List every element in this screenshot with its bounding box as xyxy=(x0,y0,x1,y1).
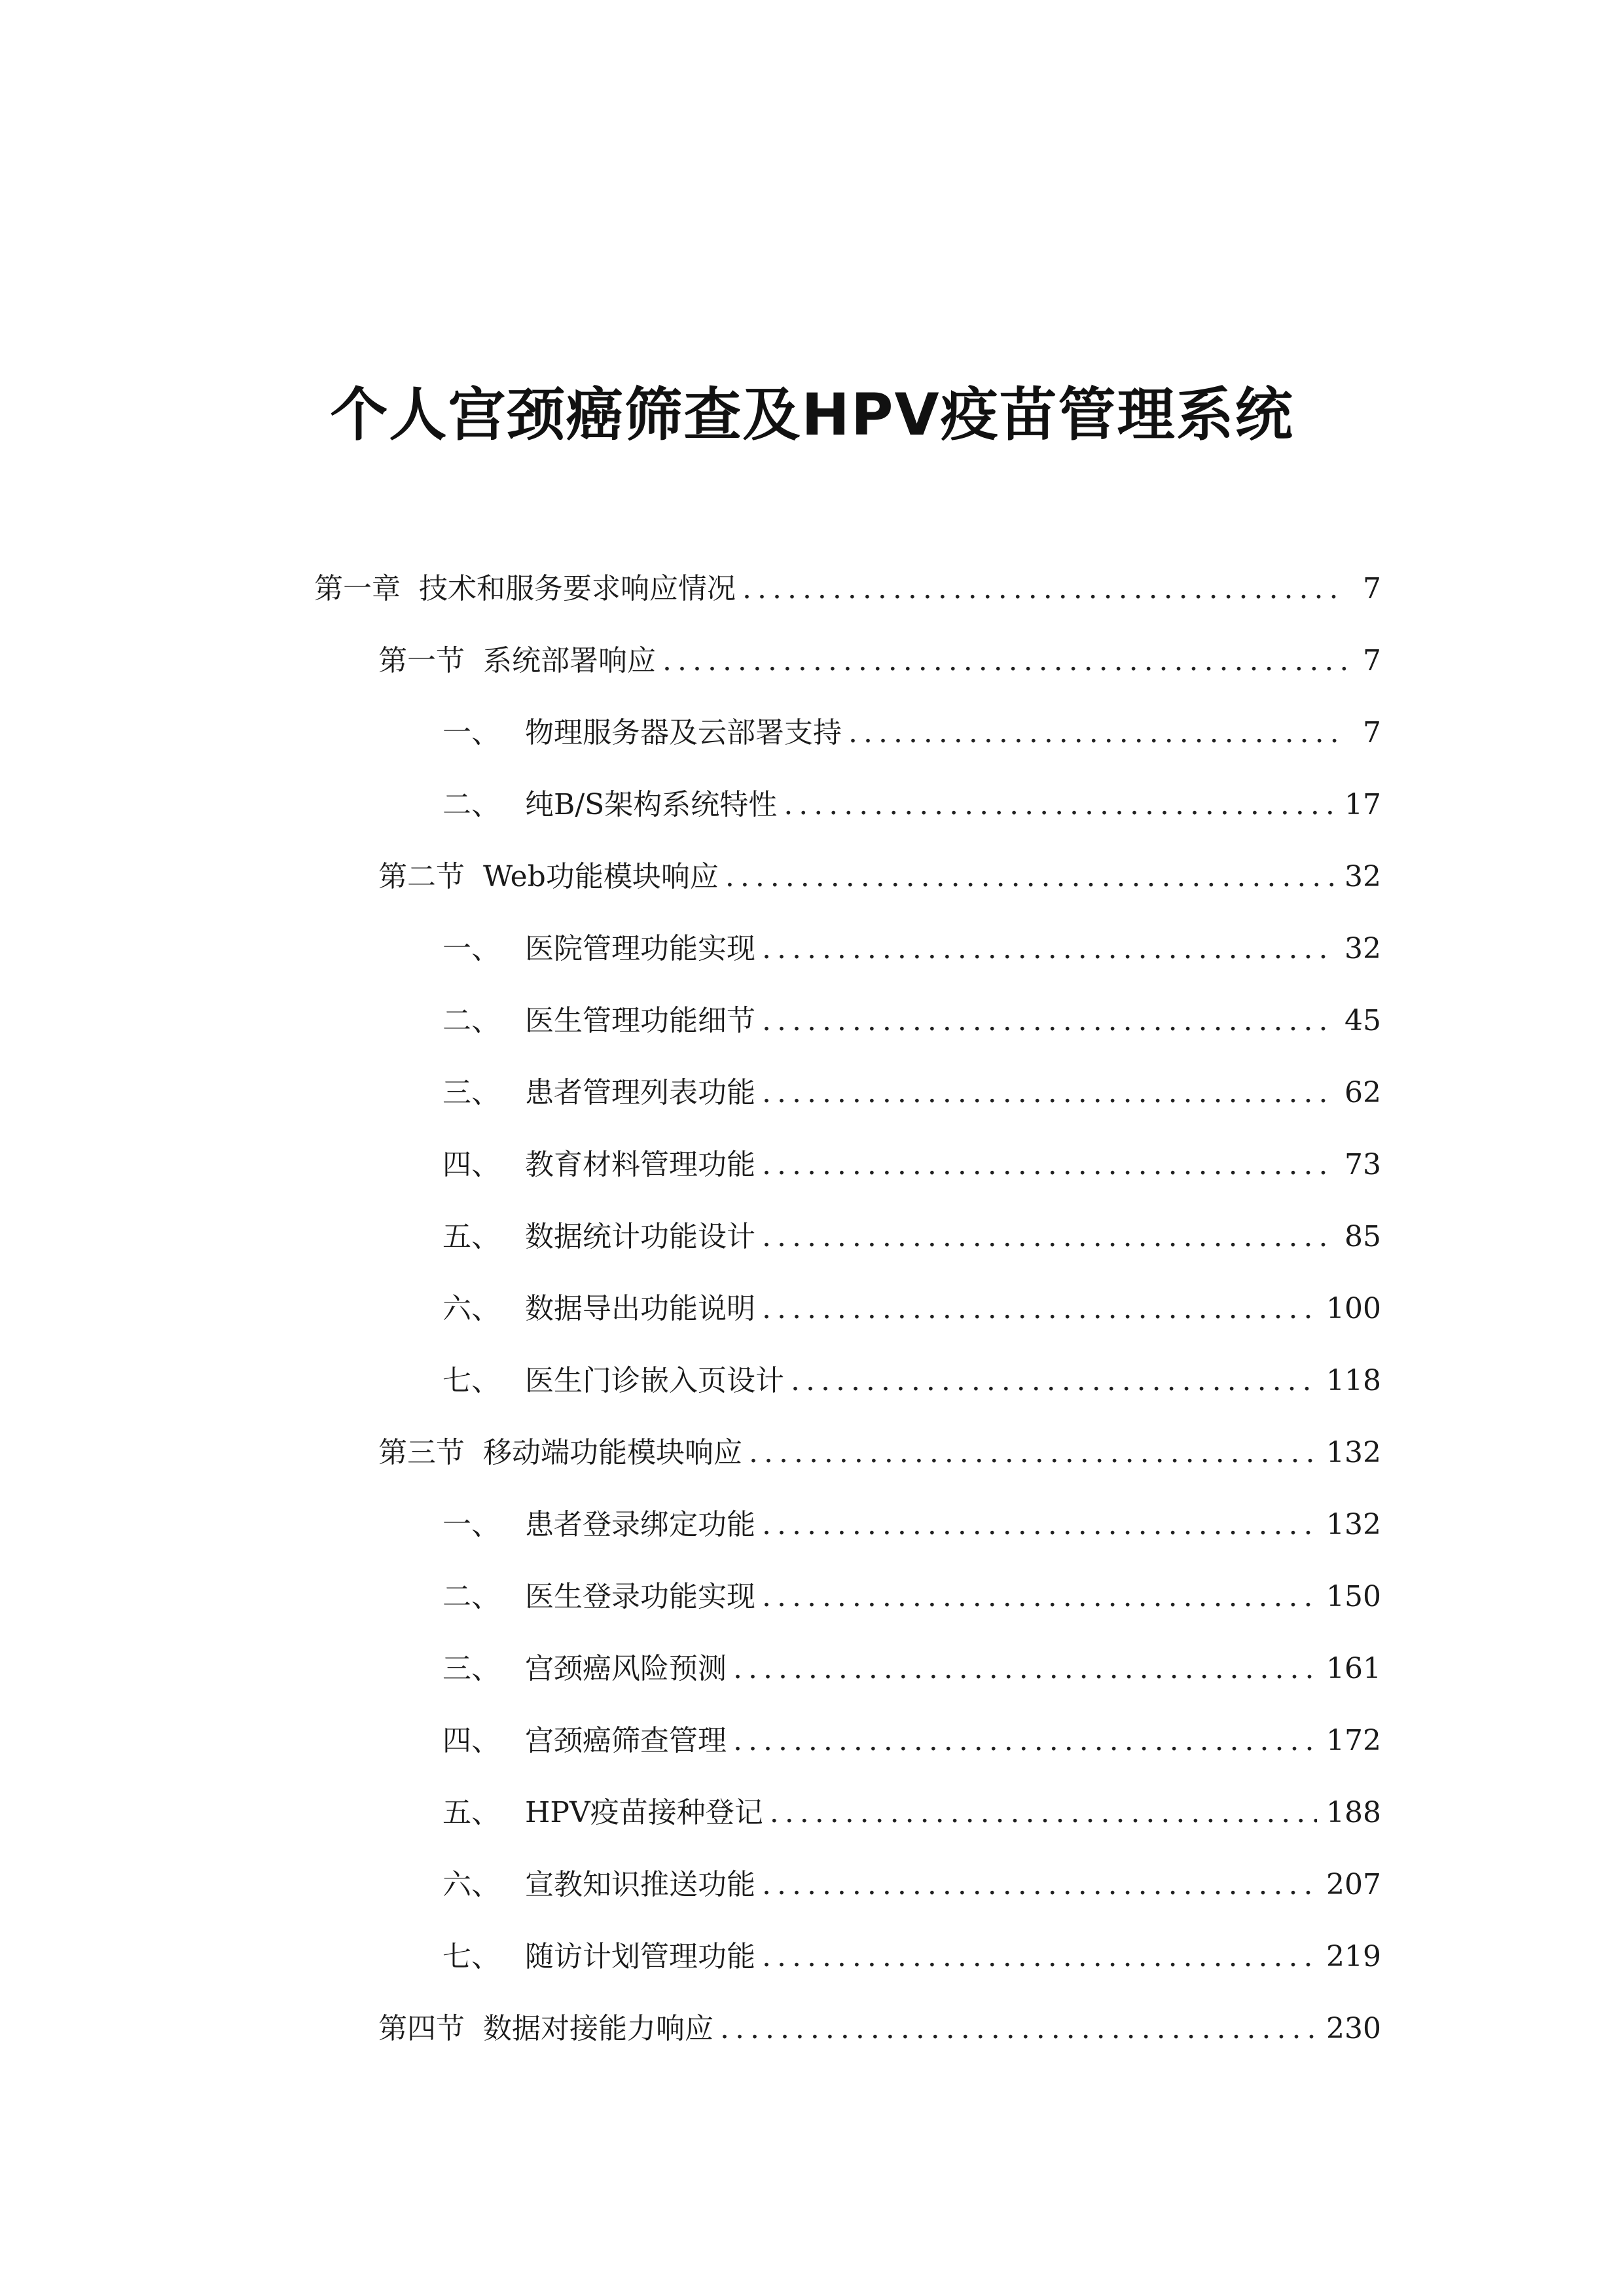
toc-entry-label: 教育材料管理功能 xyxy=(525,1148,755,1181)
toc-page-number: 219 xyxy=(1326,1940,1381,1973)
toc-entry[interactable] xyxy=(0,1417,1381,1489)
document-title: 个人宫颈癌筛查及HPV疫苗管理系统 xyxy=(330,380,1294,448)
toc-page-number: 207 xyxy=(1326,1868,1381,1901)
toc-page-number: 17 xyxy=(1344,788,1381,821)
toc-entry-label: Web功能模块响应 xyxy=(483,860,719,893)
toc-entry[interactable] xyxy=(0,1705,1381,1777)
toc-entry-label: 纯B/S架构系统特性 xyxy=(525,788,778,821)
toc-dot-leader xyxy=(762,1921,1317,1993)
toc-dot-leader xyxy=(749,1417,1317,1489)
toc-entry-label: 患者管理列表功能 xyxy=(525,1076,755,1109)
toc-entry[interactable] xyxy=(0,1633,1381,1705)
toc-entry-number: 一、 xyxy=(442,1508,500,1541)
toc-entry[interactable] xyxy=(0,1489,1381,1561)
toc-dot-leader xyxy=(762,985,1335,1057)
toc-page-number: 7 xyxy=(1363,644,1381,677)
toc-page-number: 7 xyxy=(1363,716,1381,749)
toc-dot-leader xyxy=(762,1057,1335,1129)
toc-dot-leader xyxy=(791,1345,1317,1417)
toc-page-number: 85 xyxy=(1344,1220,1381,1253)
toc-entry[interactable] xyxy=(0,1345,1381,1417)
toc-page-number: 7 xyxy=(1363,572,1381,605)
toc-entry[interactable] xyxy=(0,553,1381,625)
toc-entry[interactable] xyxy=(0,1993,1381,2065)
toc-page-number: 132 xyxy=(1326,1436,1381,1469)
toc-entry-label: 宫颈癌风险预测 xyxy=(525,1652,727,1685)
toc-entry[interactable] xyxy=(0,1921,1381,1993)
toc-page-number: 62 xyxy=(1344,1076,1381,1109)
toc-dot-leader xyxy=(762,1273,1317,1345)
toc-dot-leader xyxy=(662,625,1346,697)
toc-dot-leader xyxy=(762,1849,1317,1921)
toc-entry[interactable] xyxy=(0,1057,1381,1129)
toc-entry[interactable] xyxy=(0,1273,1381,1345)
toc-entry[interactable] xyxy=(0,769,1381,841)
toc-entry-number: 第二节 xyxy=(378,860,465,893)
toc-entry-label: 数据统计功能设计 xyxy=(525,1220,755,1253)
toc-dot-leader xyxy=(733,1633,1317,1705)
toc-entry-label: 数据导出功能说明 xyxy=(525,1292,755,1325)
toc-entry-label: 数据对接能力响应 xyxy=(483,2012,713,2045)
toc-entry[interactable] xyxy=(0,1849,1381,1921)
toc-entry-label: 医院管理功能实现 xyxy=(525,932,755,965)
toc-entry-label: 技术和服务要求响应情况 xyxy=(419,572,736,605)
toc-entry-label: HPV疫苗接种登记 xyxy=(525,1796,763,1829)
toc-entry-number: 二、 xyxy=(442,1004,500,1037)
toc-entry[interactable] xyxy=(0,985,1381,1057)
toc-entry-number: 四、 xyxy=(442,1148,500,1181)
toc-entry[interactable] xyxy=(0,841,1381,913)
toc-entry-number: 第三节 xyxy=(378,1436,465,1469)
toc-entry-number: 一、 xyxy=(442,932,500,965)
toc-entry-number: 二、 xyxy=(442,1580,500,1613)
toc-dot-leader xyxy=(762,1129,1335,1201)
toc-page-number: 118 xyxy=(1326,1364,1381,1397)
toc-page-number: 73 xyxy=(1344,1148,1381,1181)
toc-entry-label: 医生登录功能实现 xyxy=(525,1580,755,1613)
toc-dot-leader xyxy=(720,1993,1317,2065)
table-of-contents xyxy=(0,553,1624,2065)
toc-entry-label: 医生管理功能细节 xyxy=(525,1004,755,1037)
toc-entry[interactable] xyxy=(0,1777,1381,1849)
toc-entry-label: 随访计划管理功能 xyxy=(525,1940,755,1973)
toc-entry-number: 一、 xyxy=(442,716,500,749)
toc-entry-number: 七、 xyxy=(442,1940,500,1973)
toc-entry[interactable] xyxy=(0,697,1381,769)
toc-entry[interactable] xyxy=(0,1129,1381,1201)
toc-entry-number: 第一节 xyxy=(378,644,465,677)
toc-entry[interactable] xyxy=(0,1201,1381,1273)
toc-entry-label: 医生门诊嵌入页设计 xyxy=(525,1364,784,1397)
toc-entry-number: 六、 xyxy=(442,1292,500,1325)
toc-entry-number: 五、 xyxy=(442,1796,500,1829)
toc-entry-number: 七、 xyxy=(442,1364,500,1397)
toc-dot-leader xyxy=(762,1201,1335,1273)
toc-page-number: 161 xyxy=(1326,1652,1381,1685)
toc-dot-leader xyxy=(733,1705,1317,1777)
toc-page-number: 45 xyxy=(1344,1004,1381,1037)
toc-entry-label: 患者登录绑定功能 xyxy=(525,1508,755,1541)
toc-dot-leader xyxy=(784,769,1335,841)
toc-dot-leader xyxy=(848,697,1346,769)
toc-entry-label: 宣教知识推送功能 xyxy=(525,1868,755,1901)
toc-dot-leader xyxy=(762,1489,1317,1561)
toc-entry-label: 物理服务器及云部署支持 xyxy=(525,716,842,749)
toc-entry-number: 三、 xyxy=(442,1652,500,1685)
toc-entry-number: 六、 xyxy=(442,1868,500,1901)
toc-entry[interactable] xyxy=(0,913,1381,985)
toc-entry-number: 第四节 xyxy=(378,2012,465,2045)
toc-entry-number: 第一章 xyxy=(314,572,401,605)
toc-entry[interactable] xyxy=(0,625,1381,697)
toc-page-number: 132 xyxy=(1326,1508,1381,1541)
toc-page-number: 32 xyxy=(1344,932,1381,965)
toc-page-number: 150 xyxy=(1326,1580,1381,1613)
toc-entry-label: 宫颈癌筛查管理 xyxy=(525,1724,727,1757)
toc-dot-leader xyxy=(770,1777,1317,1849)
toc-entry-number: 三、 xyxy=(442,1076,500,1109)
toc-entry-label: 系统部署响应 xyxy=(483,644,656,677)
toc-dot-leader xyxy=(725,841,1335,913)
toc-dot-leader xyxy=(742,553,1346,625)
toc-entry-number: 二、 xyxy=(442,788,500,821)
toc-entry-number: 五、 xyxy=(442,1220,500,1253)
toc-entry-label: 移动端功能模块响应 xyxy=(483,1436,742,1469)
toc-entry-number: 四、 xyxy=(442,1724,500,1757)
toc-entry[interactable] xyxy=(0,1561,1381,1633)
toc-dot-leader xyxy=(762,1561,1317,1633)
toc-page-number: 172 xyxy=(1326,1724,1381,1757)
toc-page-number: 100 xyxy=(1326,1292,1381,1325)
toc-page-number: 230 xyxy=(1326,2012,1381,2045)
toc-dot-leader xyxy=(762,913,1335,985)
toc-page-number: 188 xyxy=(1326,1796,1381,1829)
toc-page-number: 32 xyxy=(1344,860,1381,893)
